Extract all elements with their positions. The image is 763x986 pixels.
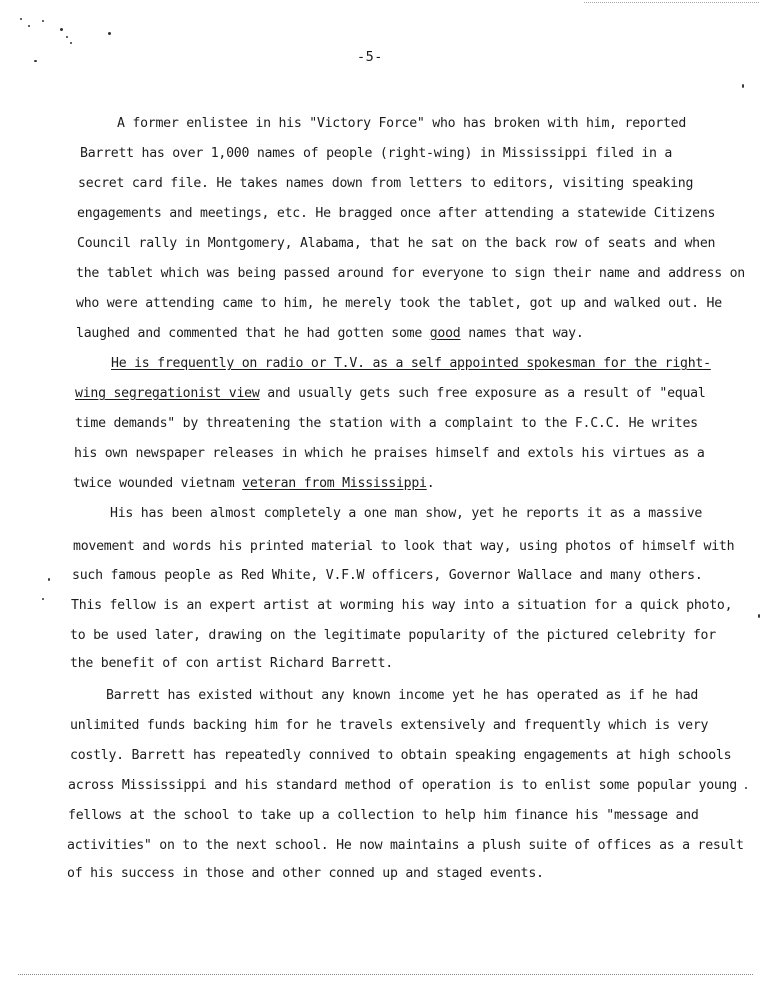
text-line — [67, 838, 744, 854]
text-line — [76, 266, 745, 282]
line-text: . — [426, 476, 435, 491]
scan-speck — [758, 614, 760, 618]
text-line — [73, 476, 434, 492]
text-line — [80, 146, 672, 162]
scan-speck — [48, 578, 50, 581]
text-line — [70, 748, 731, 764]
line-text: costly. Barrett has repeatedly connived to obtain speaking engagements at high schools — [70, 748, 732, 763]
line-text: A former enlistee in his "Victory Force" who has broken with him, reported — [117, 116, 687, 131]
scan-speck — [66, 36, 68, 38]
line-text: names that way. — [460, 326, 584, 341]
line-text: Council rally in Montgomery, Alabama, that he sat on the back row of seats and when — [77, 236, 716, 251]
text-line — [76, 326, 584, 342]
text-line — [73, 539, 734, 555]
scan-speck — [60, 28, 63, 31]
bottom-edge-dotted-rule — [18, 974, 753, 975]
line-text: the benefit of con artist Richard Barrett. — [70, 656, 393, 671]
line-text: activities" on to the next school. He now maintains a plush suite of offices as a result — [67, 838, 744, 853]
underlined-text: wing segregationist view — [75, 386, 260, 401]
scan-speck — [108, 32, 111, 35]
text-line — [111, 356, 711, 372]
page-number: -5- — [357, 49, 383, 65]
text-line — [68, 778, 737, 794]
underlined-text: He is frequently on radio or T.V. as a self appointed spokesman for the right- — [111, 356, 711, 371]
line-text: unlimited funds backing him for he travels extensively and frequently which is very — [70, 718, 709, 733]
text-line — [75, 386, 706, 402]
text-line — [70, 656, 393, 672]
line-text: This fellow is an expert artist at worming his way into a situation for a quick photo, — [71, 598, 733, 613]
scan-speck — [745, 787, 747, 789]
line-text: His has been almost completely a one man show, yet he reports it as a massive — [110, 506, 703, 521]
text-line — [117, 116, 686, 132]
line-text: time demands" by threatening the station with a complaint to the F.C.C. He writes — [75, 416, 698, 431]
line-text: Barrett has existed without any known income yet he has operated as if he had — [106, 688, 699, 703]
line-text: secret card file. He takes names down from letters to editors, visiting speaking — [78, 176, 694, 191]
text-line — [76, 296, 722, 312]
scan-speck — [742, 84, 744, 88]
text-line — [68, 808, 699, 824]
top-edge-dotted-rule — [584, 2, 759, 3]
line-text: Barrett has over 1,000 names of people (right-wing) in Mississippi filed in a — [80, 146, 673, 161]
line-text: across Mississippi and his standard method of operation is to enlist some popular young — [68, 778, 737, 793]
text-line — [78, 176, 693, 192]
line-text: twice wounded vietnam — [73, 476, 243, 491]
scan-speck — [42, 598, 44, 600]
line-text: and usually gets such free exposure as a result of "equal — [259, 386, 706, 401]
scan-speck — [42, 20, 44, 22]
scan-speck — [70, 42, 72, 44]
text-line — [75, 416, 698, 432]
text-line — [70, 628, 716, 644]
scan-speck — [20, 18, 22, 20]
text-line — [71, 598, 732, 614]
line-text: who were attending came to him, he merely took the tablet, got up and walked out. He — [76, 296, 722, 311]
line-text: fellows at the school to take up a collection to help him finance his "message and — [68, 808, 699, 823]
text-line — [67, 866, 544, 882]
underlined-text: good — [429, 326, 461, 341]
text-line — [110, 506, 702, 522]
scan-speck — [34, 60, 37, 62]
text-line — [77, 206, 715, 222]
line-text: to be used later, drawing on the legitimate popularity of the pictured celebrity for — [70, 628, 716, 643]
line-text: of his success in those and other conned up and staged events. — [67, 866, 544, 881]
text-line — [106, 688, 698, 704]
line-text: his own newspaper releases in which he praises himself and extols his virtues as a — [74, 446, 705, 461]
line-text: movement and words his printed material to look that way, using photos of himself with — [73, 539, 735, 554]
scan-speck — [28, 25, 30, 27]
text-line — [74, 446, 705, 462]
text-line — [77, 236, 715, 252]
line-text: such famous people as Red White, V.F.W officers, Governor Wallace and many others. — [72, 568, 703, 583]
line-text: the tablet which was being passed around for everyone to sign their name and address on — [76, 266, 745, 281]
text-line — [72, 568, 703, 584]
text-line — [70, 718, 708, 734]
line-text: engagements and meetings, etc. He bragged once after attending a statewide Citizens — [77, 206, 716, 221]
underlined-text: veteran from Mississippi — [242, 476, 427, 491]
line-text: laughed and commented that he had gotten some — [76, 326, 430, 341]
